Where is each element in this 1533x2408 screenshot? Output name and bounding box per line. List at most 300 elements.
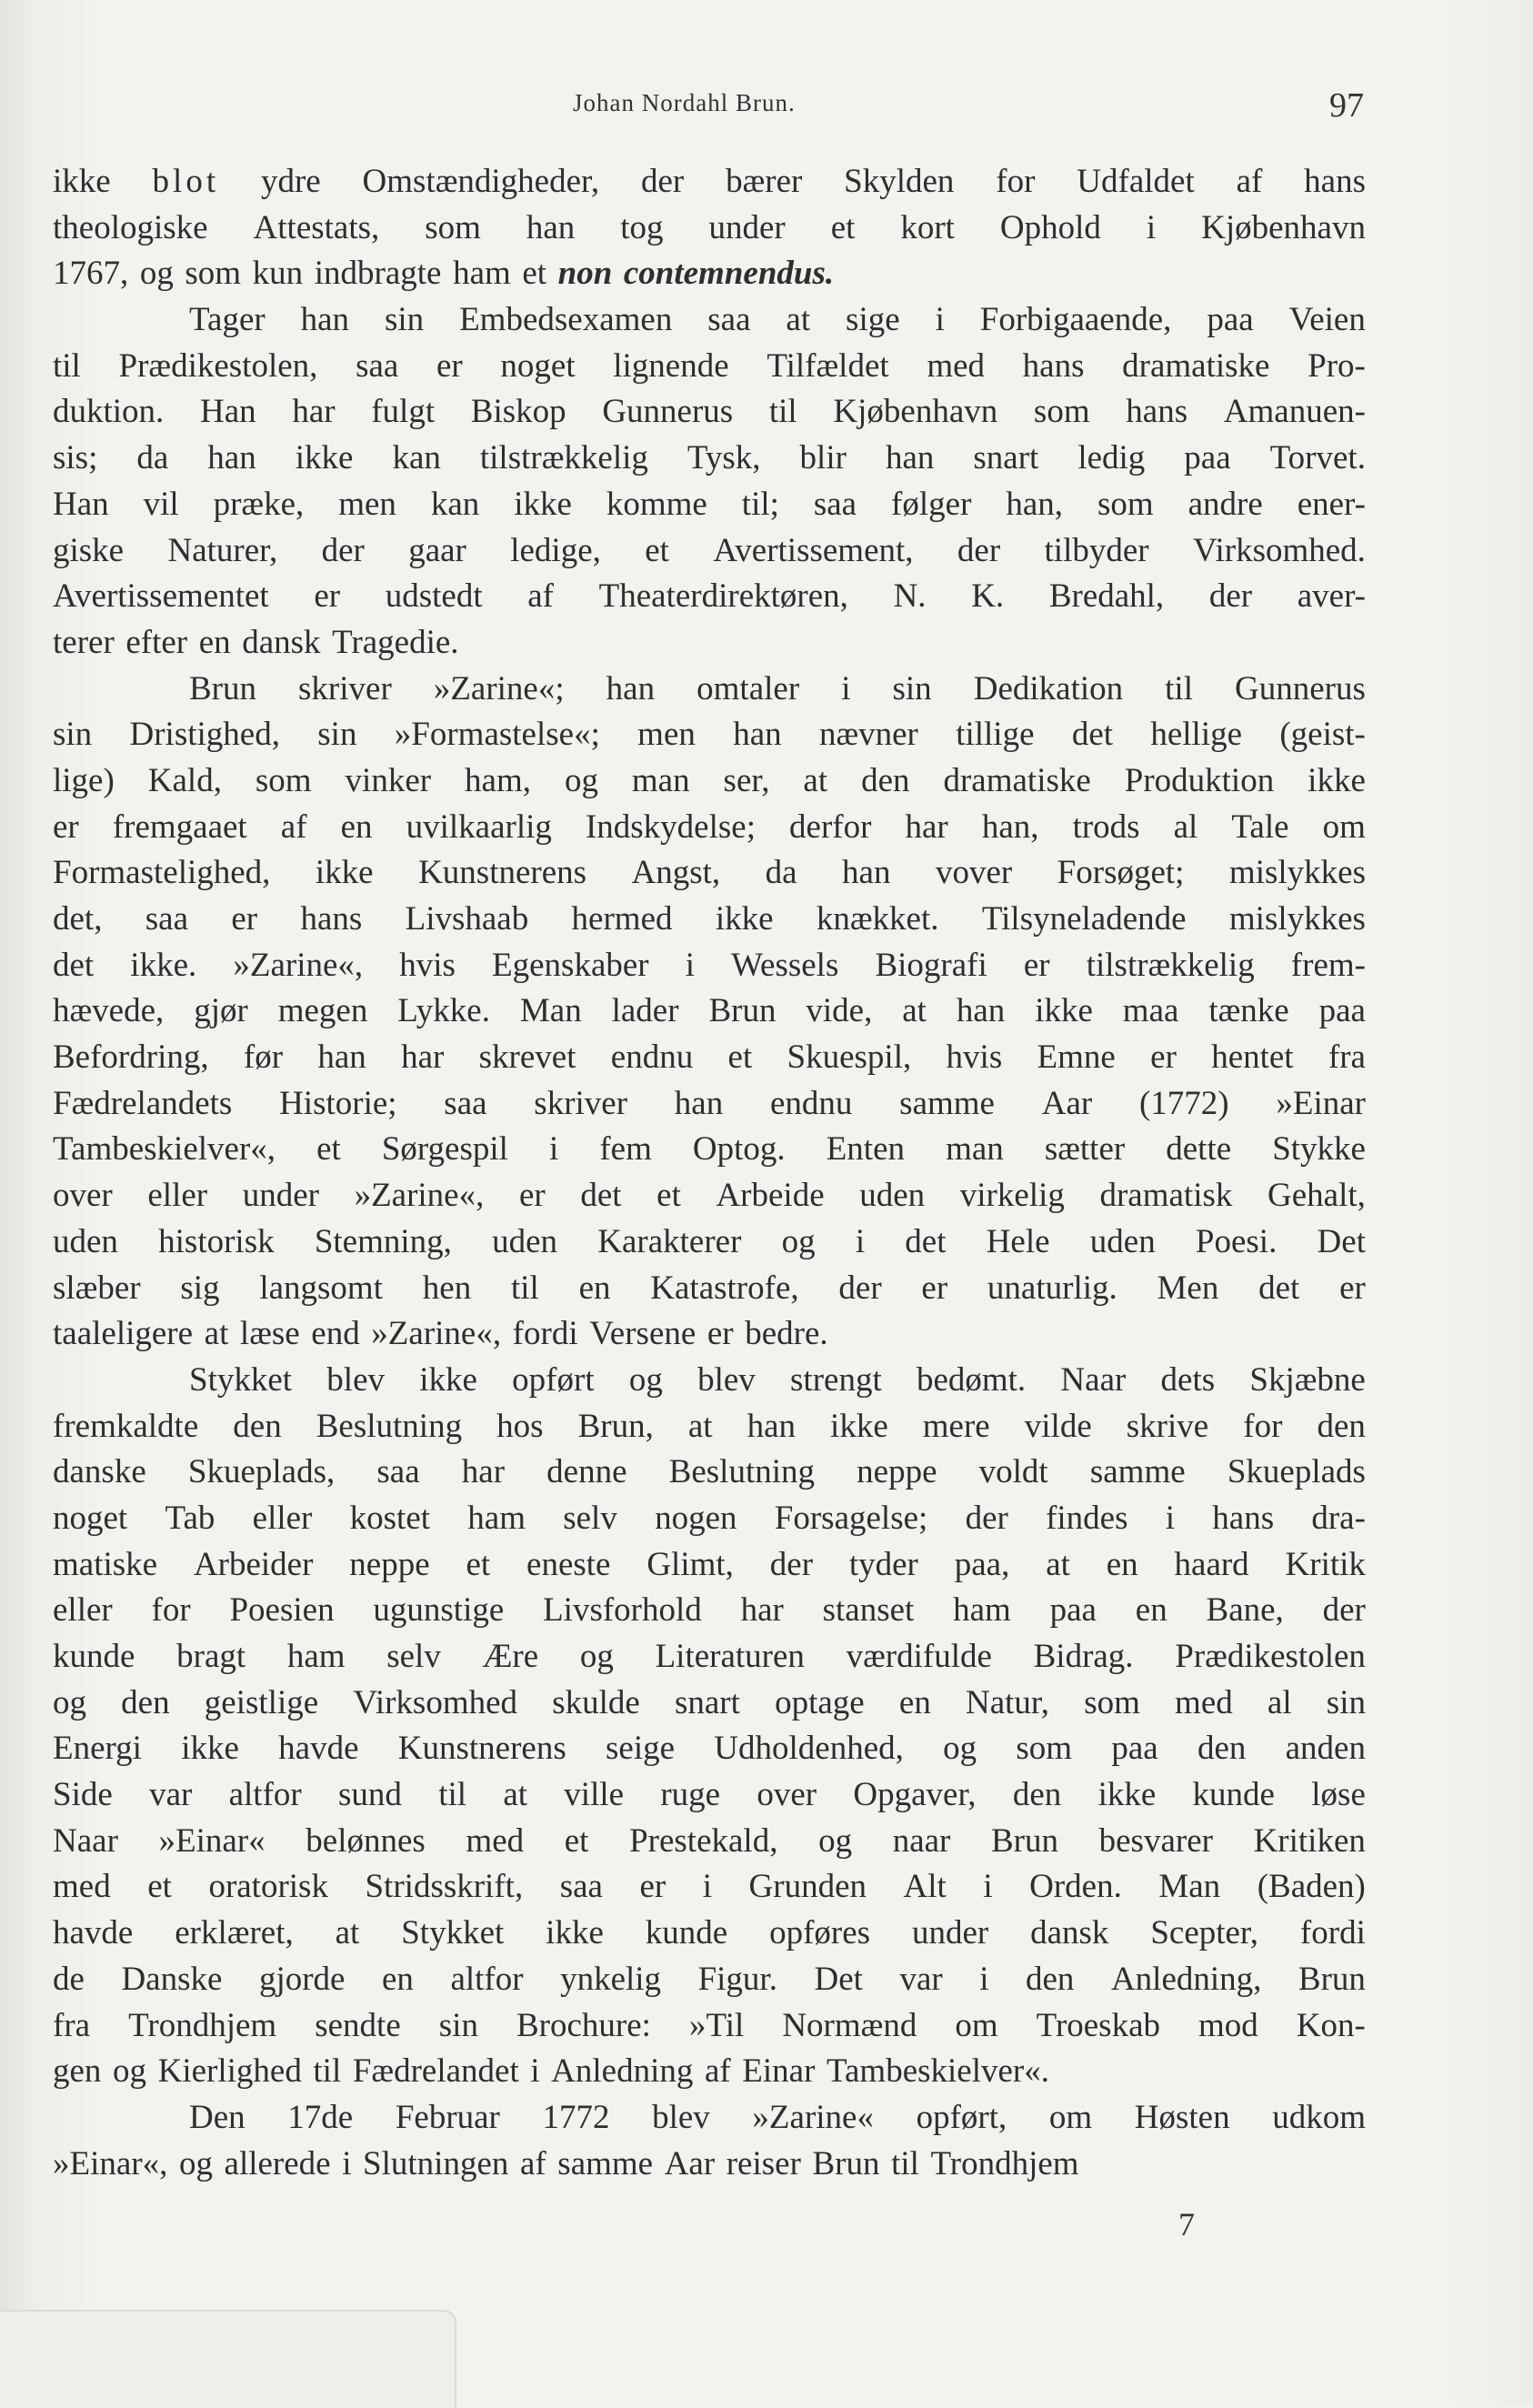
word: en bbox=[381, 1960, 414, 1998]
word: før bbox=[243, 1038, 284, 1077]
word: snart bbox=[973, 439, 1039, 477]
word: det bbox=[1258, 1269, 1300, 1307]
word: Tysk, bbox=[686, 439, 761, 477]
word: Produktion bbox=[1124, 761, 1275, 799]
word: Stemning, bbox=[314, 1222, 452, 1260]
word: ruge bbox=[660, 1776, 721, 1814]
word: der bbox=[1322, 1591, 1366, 1630]
word: Brun bbox=[812, 2144, 880, 2182]
word: hvis bbox=[399, 946, 456, 984]
word: efter bbox=[125, 623, 188, 661]
word: et bbox=[830, 208, 856, 246]
word: noget bbox=[53, 1499, 128, 1537]
word: for bbox=[151, 1591, 191, 1630]
word: Februar bbox=[395, 2098, 500, 2136]
word: Det bbox=[814, 1960, 863, 1998]
word: saa bbox=[444, 1084, 487, 1122]
word: som bbox=[425, 208, 481, 246]
word: ikke bbox=[830, 1407, 888, 1445]
word: og bbox=[564, 761, 598, 799]
word: skrive bbox=[1126, 1407, 1209, 1445]
text-line bbox=[53, 436, 1366, 482]
word: har bbox=[401, 1038, 445, 1077]
word: Kunstnerens bbox=[397, 1730, 566, 1768]
word: det, bbox=[53, 900, 103, 938]
word: af bbox=[527, 577, 554, 616]
word: og bbox=[178, 2144, 213, 2182]
word: ikke. bbox=[130, 946, 197, 984]
word: hævede, bbox=[53, 992, 165, 1030]
word: mislykkes bbox=[1228, 900, 1366, 938]
word: de bbox=[53, 1960, 85, 1998]
word: løse bbox=[1311, 1776, 1366, 1814]
word: nogen bbox=[655, 1499, 737, 1537]
word: »Formastelse«; bbox=[394, 716, 600, 754]
word: denne bbox=[546, 1453, 627, 1491]
word: paa bbox=[1049, 1591, 1097, 1630]
word: kostet bbox=[349, 1499, 431, 1537]
word: Bane, bbox=[1206, 1591, 1284, 1630]
word: Prædikestolen bbox=[1175, 1638, 1366, 1675]
word: non bbox=[557, 255, 613, 293]
word: saa bbox=[707, 301, 751, 339]
word: Ære bbox=[482, 1638, 539, 1675]
word: et bbox=[316, 1130, 341, 1169]
text-line bbox=[53, 1266, 1366, 1312]
word: en bbox=[198, 623, 231, 661]
word: vide, bbox=[806, 992, 873, 1030]
word: er bbox=[436, 346, 463, 385]
word: er bbox=[314, 577, 341, 616]
word: i bbox=[342, 2144, 352, 2182]
word: fordi bbox=[512, 1315, 578, 1353]
word: Enten bbox=[826, 1130, 906, 1169]
word: Glimt, bbox=[646, 1545, 734, 1583]
word: han bbox=[746, 1407, 797, 1445]
word: at bbox=[902, 992, 927, 1030]
word: af bbox=[704, 2052, 731, 2091]
word: ikke bbox=[1308, 761, 1366, 799]
word: Brun bbox=[1298, 1960, 1366, 1998]
word: under bbox=[911, 1914, 989, 1952]
word: ugunstige bbox=[373, 1591, 505, 1630]
word: i bbox=[983, 1868, 993, 1906]
word: havde bbox=[53, 1914, 134, 1952]
word: skulde bbox=[552, 1683, 640, 1721]
word: altfor bbox=[450, 1960, 524, 1998]
word: er bbox=[53, 808, 79, 846]
word: neppe bbox=[857, 1453, 937, 1491]
word: til bbox=[53, 346, 81, 385]
word: i bbox=[841, 669, 851, 707]
word: skrevet bbox=[478, 1038, 576, 1077]
word: Man bbox=[519, 992, 582, 1030]
word: for bbox=[996, 163, 1036, 200]
word: erklæret, bbox=[175, 1914, 294, 1952]
word: hos bbox=[496, 1407, 544, 1445]
word: at bbox=[1046, 1545, 1070, 1583]
word: eller bbox=[147, 1177, 208, 1215]
word: et bbox=[522, 255, 547, 293]
word: al bbox=[1173, 808, 1198, 846]
text-line bbox=[53, 1127, 1366, 1173]
word: følger bbox=[891, 485, 972, 523]
body-text bbox=[53, 159, 1366, 2187]
word: et bbox=[727, 1038, 753, 1077]
word: værdifulde bbox=[846, 1638, 992, 1675]
word: trods bbox=[1072, 808, 1140, 846]
text-line bbox=[53, 482, 1366, 528]
word: han bbox=[207, 439, 256, 477]
word: den bbox=[1317, 1407, 1366, 1445]
word: Natur, bbox=[966, 1683, 1050, 1721]
word: i bbox=[935, 301, 945, 339]
word: han bbox=[526, 208, 576, 246]
word: og bbox=[943, 1730, 977, 1768]
word: Arbeider bbox=[193, 1545, 314, 1583]
paragraph bbox=[53, 1358, 1366, 2095]
word: af bbox=[519, 2144, 546, 2182]
word: fremgaaet bbox=[112, 808, 247, 846]
text-line bbox=[53, 1450, 1366, 1496]
text-line bbox=[53, 1358, 1366, 1404]
word: paa bbox=[1207, 301, 1254, 339]
word: ikke bbox=[53, 163, 111, 200]
text-line bbox=[53, 2095, 1366, 2142]
word: Arbeide bbox=[716, 1177, 825, 1215]
word: Normænd bbox=[782, 2006, 917, 2044]
word: Embedsexamen bbox=[459, 301, 673, 339]
word: ledig bbox=[1077, 439, 1146, 477]
word: bærer bbox=[726, 163, 803, 200]
word: Brun, bbox=[577, 1407, 654, 1445]
word: Orden. bbox=[1029, 1868, 1122, 1906]
text-line bbox=[53, 805, 1366, 851]
word: Kjøbenhavn bbox=[833, 393, 998, 431]
word: Livsforhold bbox=[543, 1591, 702, 1630]
word: er bbox=[1150, 1038, 1177, 1077]
word: dets bbox=[1160, 1360, 1216, 1399]
word: derfor bbox=[789, 808, 872, 846]
word: samme bbox=[899, 1084, 995, 1122]
word: er bbox=[1023, 946, 1050, 984]
word: kunde bbox=[53, 1638, 135, 1675]
word: Opgaver, bbox=[853, 1776, 977, 1814]
word: Lykke. bbox=[397, 992, 490, 1030]
word: ynkelig bbox=[560, 1960, 662, 1998]
word: ikke bbox=[315, 854, 374, 892]
word: hans bbox=[300, 900, 363, 938]
word: gaar bbox=[408, 531, 466, 569]
word: Literaturen bbox=[655, 1638, 805, 1675]
word: man bbox=[946, 1130, 1004, 1169]
word: i bbox=[549, 1130, 559, 1169]
word: under bbox=[242, 1177, 319, 1215]
word: voldt bbox=[978, 1453, 1048, 1491]
word: der bbox=[769, 1545, 814, 1583]
word: dansk bbox=[242, 623, 321, 661]
word: en bbox=[340, 808, 373, 846]
word: sin bbox=[1326, 1683, 1366, 1721]
word: Attestats, bbox=[253, 208, 380, 246]
word: stanset bbox=[822, 1591, 915, 1630]
word: danske bbox=[53, 1453, 146, 1491]
word: end bbox=[311, 1315, 360, 1353]
word: Tale bbox=[1231, 808, 1289, 846]
word: sige bbox=[846, 301, 900, 339]
word: den bbox=[861, 761, 910, 799]
word: nævner bbox=[818, 716, 918, 754]
word: terer bbox=[53, 623, 115, 661]
text-line bbox=[53, 528, 1366, 575]
word: som bbox=[1097, 485, 1154, 523]
word: Historie; bbox=[279, 1084, 397, 1122]
text-line bbox=[53, 1311, 1366, 1358]
word: Angst, bbox=[631, 854, 721, 892]
word: til bbox=[510, 1269, 539, 1307]
word: »Einar bbox=[1276, 1084, 1366, 1122]
word: Naturer, bbox=[167, 531, 278, 569]
text-line bbox=[53, 1542, 1366, 1589]
word: af bbox=[1236, 163, 1263, 200]
word: dramatiske bbox=[1122, 346, 1270, 385]
word: hentet bbox=[1211, 1038, 1294, 1077]
word: Fædrelandets bbox=[53, 1084, 233, 1122]
text-line bbox=[53, 712, 1366, 758]
word: hans bbox=[1304, 163, 1366, 200]
word: Dristighed, bbox=[129, 716, 280, 754]
word: tilstrækkelig bbox=[1086, 946, 1255, 984]
word: er bbox=[231, 900, 258, 938]
word: ikke bbox=[715, 900, 774, 938]
word: Forsagelse; bbox=[774, 1499, 928, 1537]
word: Prestekald, bbox=[629, 1821, 778, 1860]
paragraph bbox=[53, 159, 1366, 297]
paragraph bbox=[53, 2095, 1366, 2187]
word: hans bbox=[1212, 1499, 1275, 1537]
word: eller bbox=[252, 1499, 313, 1537]
word: Brun bbox=[189, 669, 256, 707]
word: lignende bbox=[613, 346, 729, 385]
text-line bbox=[53, 667, 1366, 713]
word: Bidrag. bbox=[1033, 1638, 1134, 1675]
word: aver- bbox=[1297, 577, 1366, 616]
word: den bbox=[121, 1683, 170, 1721]
text-line bbox=[53, 2003, 1366, 2050]
word: »Zarine«, bbox=[233, 946, 364, 984]
text-line bbox=[53, 2142, 1366, 2188]
word: Kjøbenhavn bbox=[1201, 208, 1366, 246]
word: sin bbox=[53, 716, 93, 754]
word: en bbox=[898, 1683, 931, 1721]
word: som bbox=[1033, 393, 1090, 431]
scan-fold-artifact bbox=[0, 2310, 456, 2408]
word: Avertissement, bbox=[713, 531, 914, 569]
word: saa bbox=[356, 346, 399, 385]
text-line bbox=[53, 297, 1366, 344]
word: saa bbox=[813, 485, 857, 523]
word: eller bbox=[53, 1591, 113, 1630]
word: han, bbox=[981, 808, 1039, 846]
word: ikke bbox=[514, 485, 572, 523]
word: vil bbox=[143, 485, 179, 523]
word: han bbox=[733, 716, 782, 754]
word: den bbox=[233, 1407, 282, 1445]
word: det bbox=[1071, 716, 1114, 754]
word: Men bbox=[1157, 1269, 1219, 1307]
word: Den bbox=[189, 2098, 245, 2136]
word: opført, bbox=[916, 2098, 1007, 2136]
word: Veien bbox=[1288, 301, 1366, 339]
word: Stykket bbox=[189, 1360, 293, 1399]
word: sin bbox=[384, 301, 425, 339]
word: er bbox=[518, 1177, 546, 1215]
word: fra bbox=[1328, 1038, 1366, 1077]
word: eneste bbox=[526, 1545, 611, 1583]
word: noget bbox=[500, 346, 576, 385]
word: Befordring, bbox=[53, 1038, 209, 1077]
word: samme bbox=[557, 2144, 654, 2182]
word: (geist- bbox=[1279, 716, 1366, 754]
word: Det bbox=[1317, 1222, 1366, 1260]
word: han bbox=[842, 854, 891, 892]
word: Tilfældet bbox=[766, 346, 889, 385]
word: over bbox=[53, 1177, 113, 1215]
word: omtaler bbox=[696, 669, 800, 707]
word: har bbox=[740, 1591, 784, 1630]
word: tyder bbox=[848, 1545, 918, 1583]
word: om bbox=[1322, 808, 1366, 846]
word: der bbox=[640, 163, 685, 200]
word: historisk bbox=[158, 1222, 275, 1260]
word: dramatisk bbox=[1099, 1177, 1233, 1215]
word: Ophold bbox=[999, 208, 1101, 246]
word: i bbox=[979, 1960, 989, 1998]
word: med bbox=[53, 1868, 111, 1906]
word: til bbox=[1165, 669, 1193, 707]
word: kunde bbox=[1192, 1776, 1275, 1814]
word: Kunstnerens bbox=[418, 854, 587, 892]
word: reiser bbox=[726, 2144, 801, 2182]
word: saa bbox=[376, 1453, 420, 1491]
word: 1767, bbox=[53, 255, 129, 293]
text-line bbox=[53, 1772, 1366, 1819]
word: den bbox=[1197, 1730, 1247, 1768]
word: Han bbox=[199, 393, 256, 431]
word: han bbox=[674, 1084, 724, 1122]
word: er bbox=[639, 1868, 666, 1906]
word: Tab bbox=[165, 1499, 215, 1537]
word: Pro- bbox=[1308, 346, 1366, 385]
word: paa, bbox=[954, 1545, 1010, 1583]
word: hellige bbox=[1150, 716, 1243, 754]
word: Biskop bbox=[470, 393, 566, 431]
word: og bbox=[113, 2052, 147, 2091]
word: ikke bbox=[1097, 1776, 1157, 1814]
word: hans bbox=[1126, 393, 1188, 431]
word: allerede bbox=[224, 2144, 331, 2182]
text-line bbox=[53, 988, 1366, 1035]
word: Kierlighed bbox=[157, 2052, 302, 2091]
word: oratorisk bbox=[208, 1868, 328, 1906]
word: udstedt bbox=[385, 577, 483, 616]
word: og bbox=[818, 1821, 853, 1860]
paragraph bbox=[53, 667, 1366, 1358]
word: K. bbox=[971, 577, 1005, 616]
word: Emne bbox=[1037, 1038, 1116, 1077]
word: ville bbox=[564, 1776, 625, 1814]
word: Livshaab bbox=[405, 900, 529, 938]
word: vilde bbox=[1024, 1407, 1092, 1445]
text-line bbox=[53, 943, 1366, 989]
word: Brochure: bbox=[516, 2006, 651, 2044]
word: 17de bbox=[287, 2098, 354, 2136]
word: er bbox=[921, 1269, 948, 1307]
word: haard bbox=[1174, 1545, 1249, 1583]
word: Tilsyneladende bbox=[981, 900, 1187, 938]
word: Troeskab bbox=[1036, 2006, 1161, 2044]
word: tilstrækkelig bbox=[479, 439, 648, 477]
word: »Zarine«, bbox=[371, 1315, 502, 1353]
word: paa bbox=[1111, 1730, 1158, 1768]
word: som bbox=[185, 255, 242, 293]
word: contemnendus. bbox=[623, 255, 835, 293]
word: Egenskaber bbox=[492, 946, 649, 984]
word: uden bbox=[492, 1222, 558, 1260]
word: der bbox=[957, 531, 1001, 569]
word: »Einar«, bbox=[53, 2144, 168, 2182]
text-line bbox=[53, 1173, 1366, 1219]
word: Wessels bbox=[731, 946, 839, 984]
word: Kald, bbox=[147, 761, 222, 799]
word: sund bbox=[338, 1776, 402, 1814]
text-line bbox=[53, 1957, 1366, 2003]
word: selv bbox=[386, 1638, 441, 1675]
word: Beslutning bbox=[668, 1453, 816, 1491]
running-head bbox=[0, 86, 1533, 125]
word: i bbox=[1146, 208, 1157, 246]
text-line bbox=[53, 1681, 1366, 1727]
text-line bbox=[53, 1496, 1366, 1542]
word: læse bbox=[239, 1315, 300, 1353]
word: Danske bbox=[121, 1960, 223, 1998]
word: uden bbox=[859, 1177, 926, 1215]
word: Hele bbox=[986, 1222, 1050, 1260]
word: tilbyder bbox=[1044, 531, 1149, 569]
word: selv bbox=[563, 1499, 617, 1537]
word: giske bbox=[53, 531, 125, 569]
word: »Einar« bbox=[158, 1821, 266, 1860]
word: saa bbox=[559, 1868, 603, 1906]
word: Skylden bbox=[844, 163, 955, 200]
word: (Baden) bbox=[1257, 1868, 1366, 1906]
word: sis; bbox=[53, 439, 98, 477]
text-line bbox=[53, 1035, 1366, 1081]
word: findes bbox=[1046, 1499, 1128, 1537]
word: det bbox=[580, 1177, 622, 1215]
word: at bbox=[786, 301, 811, 339]
word: frem- bbox=[1290, 946, 1366, 984]
word: ydre bbox=[260, 163, 321, 200]
word: kunde bbox=[645, 1914, 728, 1952]
word: Torvet. bbox=[1269, 439, 1366, 477]
word: naar bbox=[892, 1821, 951, 1860]
word: »Zarine«, bbox=[354, 1177, 485, 1215]
word: et bbox=[147, 1868, 172, 1906]
word: og bbox=[628, 1360, 663, 1399]
word: der bbox=[1208, 577, 1253, 616]
word: fremkaldte bbox=[53, 1407, 199, 1445]
